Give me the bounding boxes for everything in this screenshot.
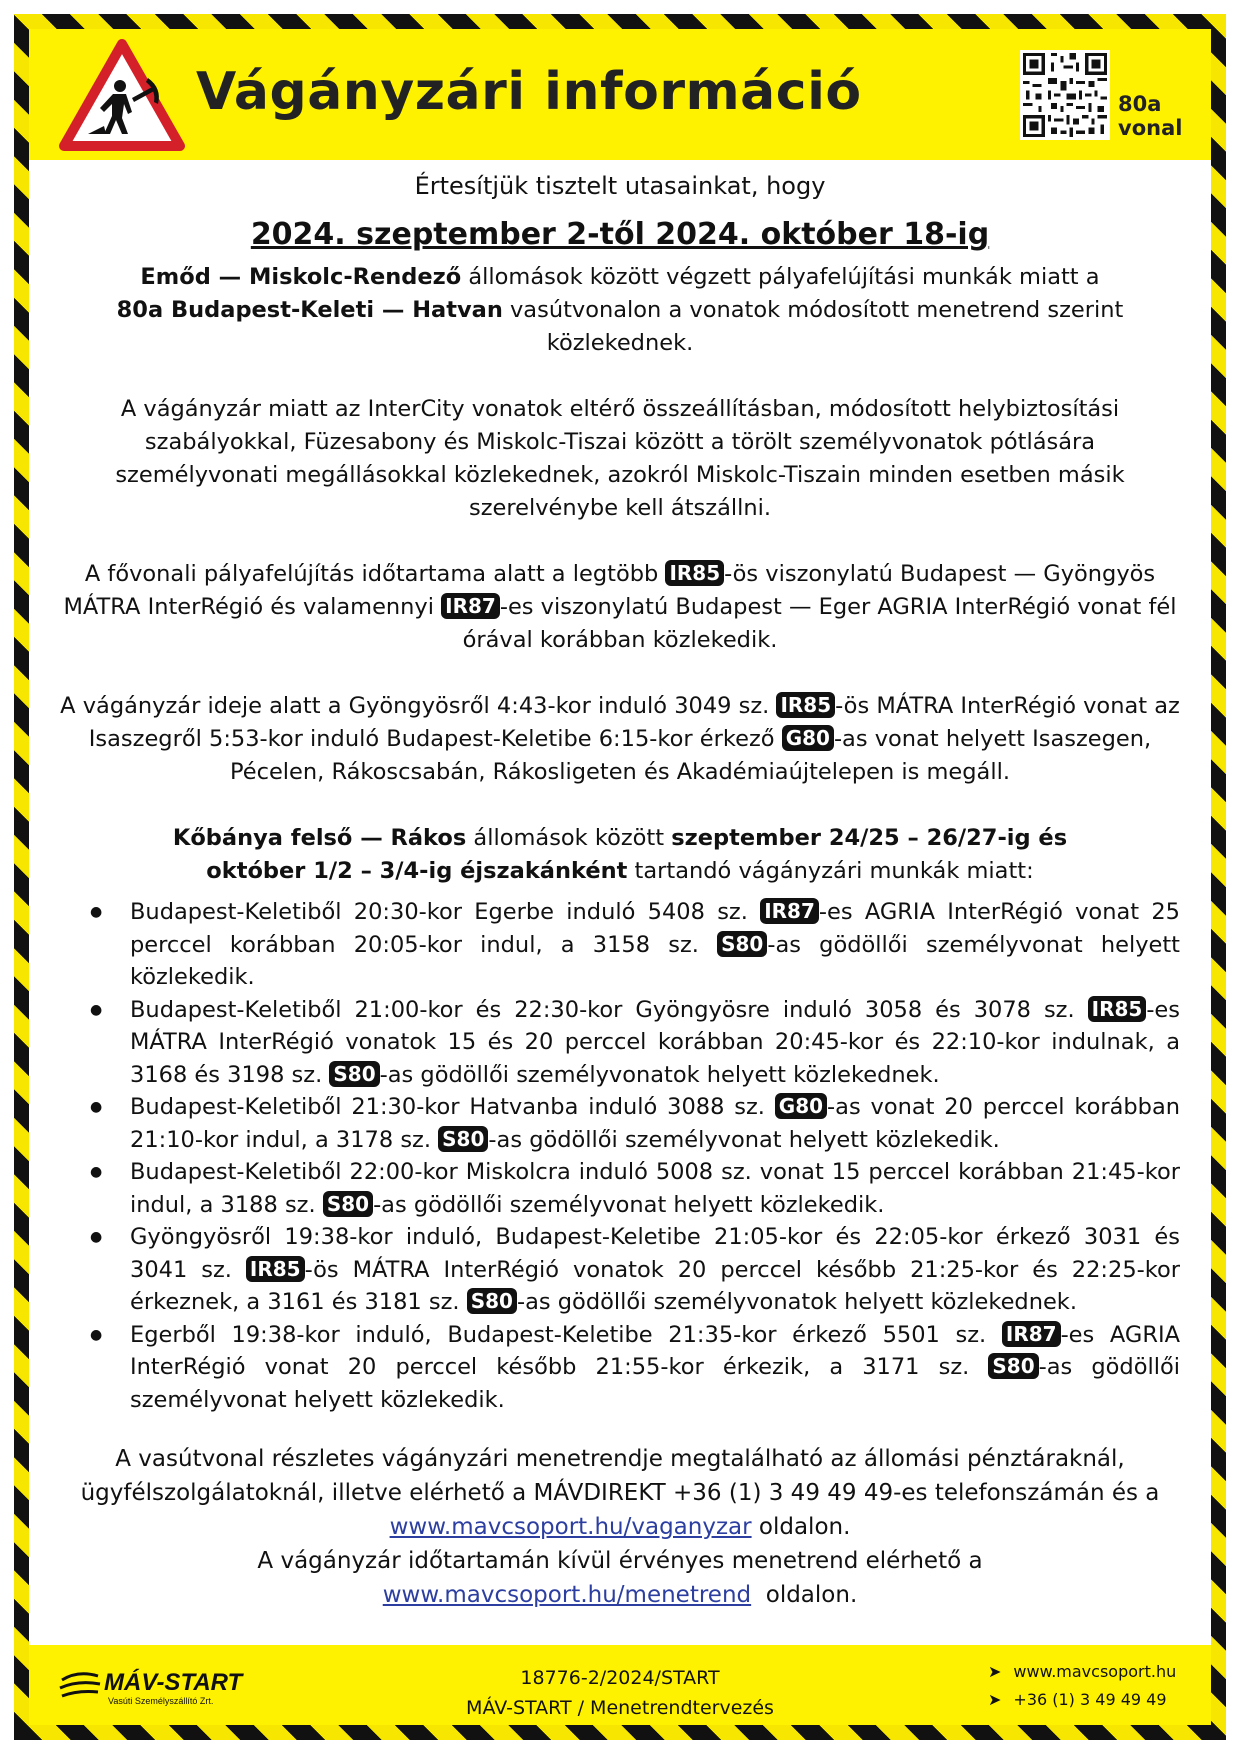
train-badge: IR87 <box>1002 1321 1061 1347</box>
train-change-list <box>60 896 1180 1416</box>
list-item: ● Budapest-Keletiből 22:00-kor Miskolcra induló 5008 sz. vonat 15 perccel korábban 21:45-kor indul, a 3188 sz. S80 -as gödöllői személyvonat helyett közlekedik. <box>130 1156 1180 1221</box>
train-badge: IR87 <box>760 898 819 924</box>
train-badge: S80 <box>988 1353 1038 1379</box>
chevron-right-icon: ➤ <box>988 1690 1002 1709</box>
page-title: Vágányzári információ <box>196 62 862 122</box>
reference-number: 18776-2/2024/START <box>520 1667 720 1689</box>
department: MÁV-START / Menetrendtervezés <box>466 1697 774 1719</box>
train-badge: IR85 <box>776 692 835 718</box>
paragraph-route: Emőd — Miskolc-Rendező állomások között végzett pályafelújítási munkák miatt a 80a Budapest-Keleti — Hatvan vasútvonalon a vonatok módosított menetrend szerint közlekednek. <box>116 264 1124 356</box>
list-item: ● Budapest-Keletiből 21:30-kor Hatvanba induló 3088 sz. G80 -as vonat 20 perccel korábban 21:10-kor indul, a 3178 sz. S80 -as gödöllői személyvonat helyett közlekedik. <box>130 1091 1180 1156</box>
date-range: 2024. szeptember 2-től 2024. október 18-ig <box>250 217 990 252</box>
list-item: ● Budapest-Keletiből 21:00-kor és 22:30-kor Gyöngyösre induló 3058 és 3078 sz. IR85 -es MÁTRA InterRégió vonatok 15 és 20 perccel korábban 20:45-kor és 22:10-kor indulnak, a 3168 és 3198 sz. S80 -as gödöllői személyvonatok helyett közlekednek. <box>130 994 1180 1092</box>
logo-text: MÁV-START <box>104 1669 243 1696</box>
roadwork-warning-icon <box>58 38 186 154</box>
website-row[interactable] <box>988 1658 1176 1686</box>
vaganyzar-link[interactable]: www.mavcsoport.hu/vaganyzar <box>389 1514 752 1540</box>
train-badge: S80 <box>467 1288 517 1314</box>
line-word: vonal <box>1118 116 1183 140</box>
chevron-right-icon: ➤ <box>988 1662 1002 1681</box>
train-badge: IR85 <box>665 560 724 586</box>
train-badge: G80 <box>782 725 834 751</box>
footer-contact <box>988 1658 1176 1714</box>
website-text: www.mavcsoport.hu <box>1013 1662 1177 1681</box>
train-badge: IR87 <box>441 593 500 619</box>
mav-start-logo <box>58 1660 258 1710</box>
list-item: ● Egerből 19:38-kor induló, Budapest-Keletibe 21:35-kor érkező 5501 sz. IR87 -es AGRIA InterRégió vonat 20 perccel később 21:55-kor érkezik, a 3171 sz. S80 -as gödöllői személyvonat helyett közlekedik. <box>130 1319 1180 1417</box>
paragraph-night-works: Kőbánya felső — Rákos állomások között szeptember 24/25 – 26/27-ig és október 1/2 – 3/4-ig éjszakánként tartandó vágányzári munkák miatt: <box>172 825 1068 884</box>
line-name: 80a Budapest-Keleti — Hatvan <box>116 297 503 323</box>
menetrend-link[interactable]: www.mavcsoport.hu/menetrend <box>382 1582 752 1608</box>
phone-text: +36 (1) 3 49 49 49 <box>1013 1690 1167 1709</box>
footer-reference <box>420 1663 820 1723</box>
train-badge: S80 <box>329 1061 379 1087</box>
section-name: Emőd — Miskolc-Rendező <box>140 264 462 290</box>
paragraph-3049: A vágányzár ideje alatt a Gyöngyösről 4:43-kor induló 3049 sz. IR85 -ös MÁTRA InterRégió vonat az Isaszegről 5:53-kor induló Budapest-Keletibe 6:15-kor érkező G80 -as vonat helyett Isaszegen, Pécelen, Rákoscsabán, Rákosligeten és Akadémiaújtelepen is megáll. <box>60 693 1180 785</box>
train-badge: G80 <box>775 1093 827 1119</box>
line-number: 80a <box>1118 92 1162 116</box>
line-label <box>1118 92 1182 140</box>
notice-body <box>60 166 1180 1612</box>
train-badge: S80 <box>323 1191 373 1217</box>
intro-text: Értesítjük tisztelt utasainkat, hogy <box>414 172 826 200</box>
paragraph-interregio: A fővonali pályafelújítás időtartama alatt a legtöbb IR85 -ös viszonylatú Budapest — Gyöngyös MÁTRA InterRégió és valamennyi IR87 -es viszonylatú Budapest — Eger AGRIA InterRégió vonat fél órával korábban közlekedik. <box>63 561 1177 653</box>
closing-paragraph: A vasútvonal részletes vágányzári menetrendje megtalálható az állomási pénztáraknál, ügyfélszolgálatoknál, illetve elérhető a MÁVDIREKT +36 (1) 3 49 49 49-es telefonszámán és a www.mavcsoport.hu/vaganyzar oldalon. A vágányzár időtartamán kívül érvényes menetrend elérhető a www.mavcsoport.hu/menetrend oldalon. <box>80 1446 1160 1608</box>
train-badge: S80 <box>438 1126 488 1152</box>
phone-row[interactable] <box>988 1686 1176 1714</box>
list-item: ● Budapest-Keletiből 20:30-kor Egerbe induló 5408 sz. IR87 -es AGRIA InterRégió vonat 25 perccel korábban 20:05-kor indul, a 3158 sz. S80 -as gödöllői személyvonat helyett közlekedik. <box>130 896 1180 994</box>
logo-subtitle: Vasúti Személyszállító Zrt. <box>108 1696 214 1706</box>
paragraph-intercity: A vágányzár miatt az InterCity vonatok eltérő összeállításban, módosított helybiztosítási szabályokkal, Füzesabony és Miskolc-Tiszai között a törölt személyvonatok pótlására személyvonati megállásokkal közlekednek, azokról Miskolc-Tiszain minden esetben másik szerelvénybe kell átszállni. <box>115 396 1125 521</box>
qr-code-icon[interactable] <box>1020 50 1110 140</box>
train-badge: S80 <box>717 931 767 957</box>
list-item: ● Gyöngyösről 19:38-kor induló, Budapest-Keletibe 21:05-kor és 22:05-kor érkező 3031 és 3041 sz. IR85 -ös MÁTRA InterRégió vonatok 20 perccel később 21:25-kor és 22:25-kor érkeznek, a 3161 és 3181 sz. S80 -as gödöllői személyvonatok helyett közlekednek. <box>130 1221 1180 1319</box>
train-badge: IR85 <box>246 1256 305 1282</box>
train-badge: IR85 <box>1088 996 1147 1022</box>
